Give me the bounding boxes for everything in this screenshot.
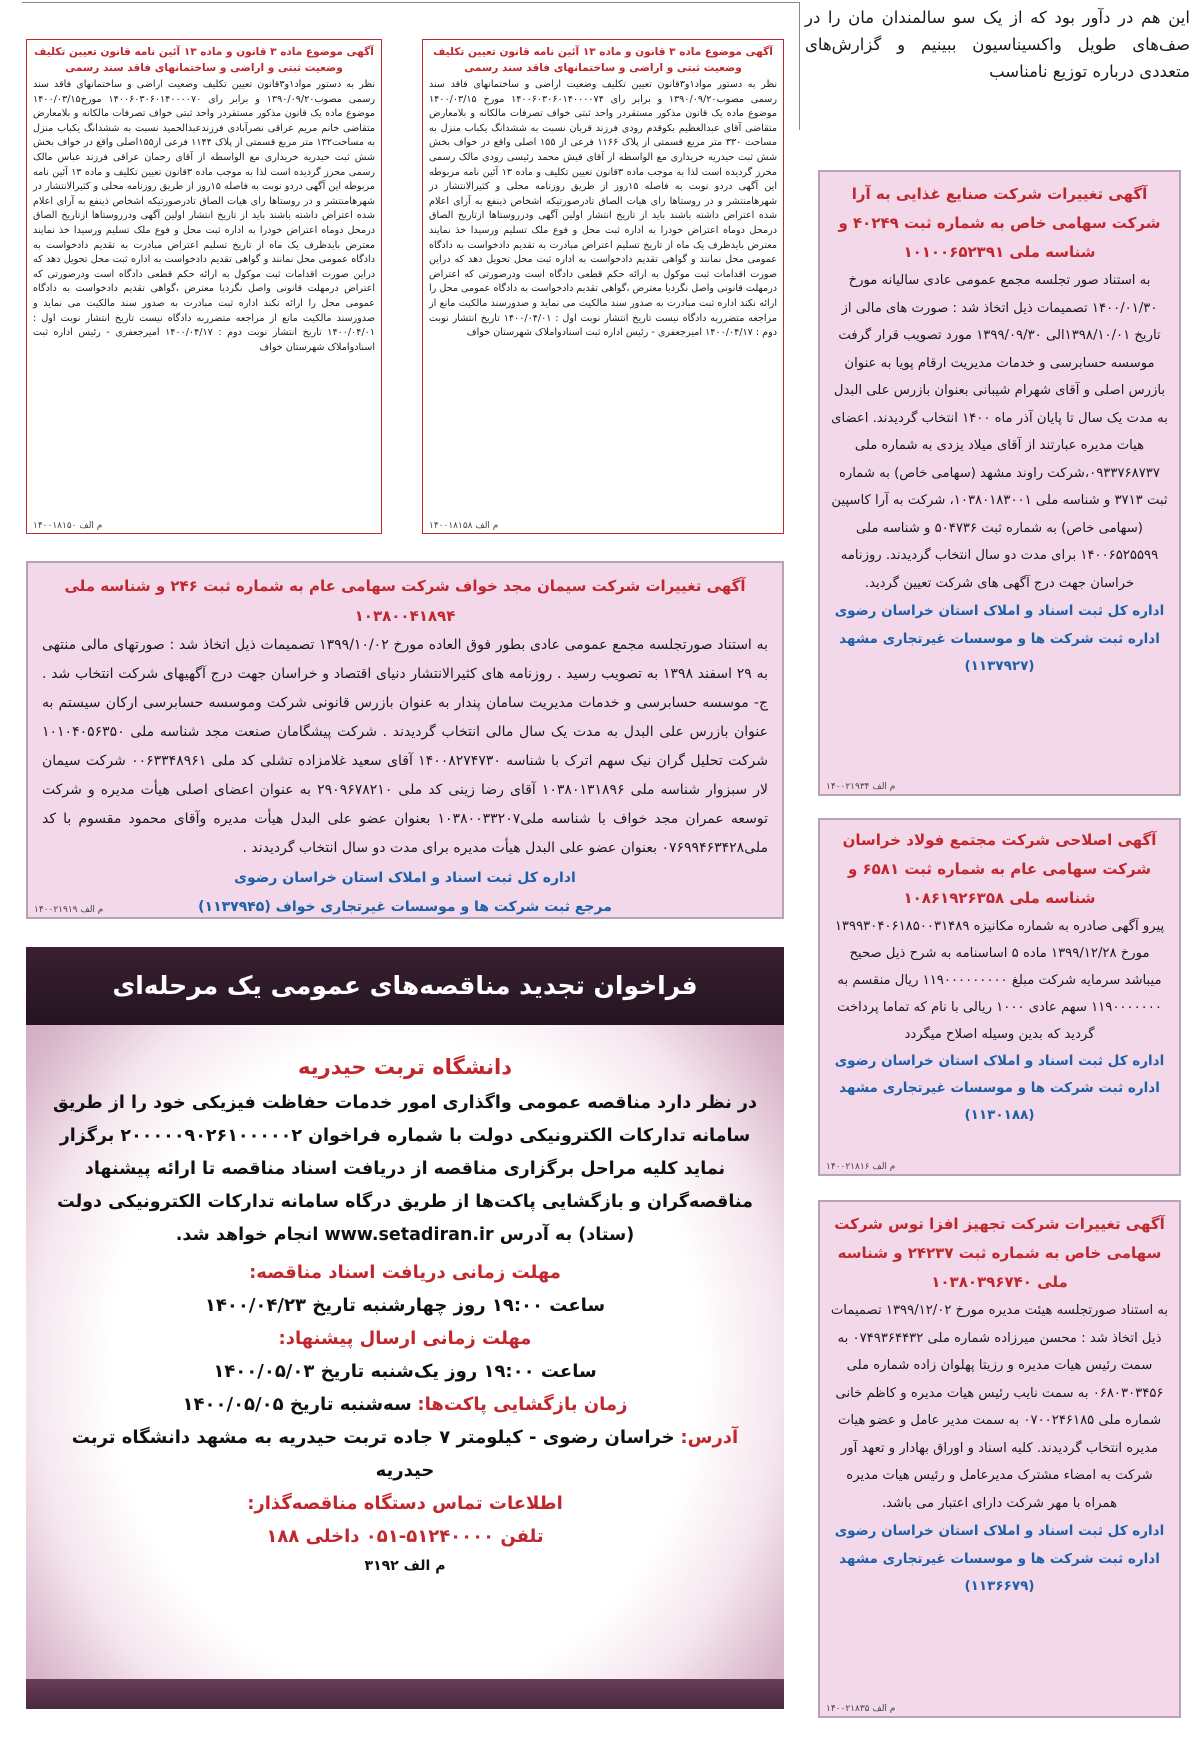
legal-notice-2 (26, 39, 382, 534)
legal-notice-1-title: آگهی موضوع ماده ۳ قانون و ماده ۱۳ آئین نامه قانون تعیین تکلیف وضعیت ثبتی و اراضی و ساختمانهای فاقد سند رسمی (433, 46, 773, 74)
company-notice-foulad-footer-1: اداره کل ثبت اسناد و املاک استان خراسان رضوی (834, 1053, 1165, 1069)
tender-heading: فراخوان تجدید مناقصه‌های عمومی یک مرحله‌ای (26, 947, 784, 1025)
company-notice-simane-majd-title: آگهی تغییرات شرکت سیمان مجد خواف شرکت سهامی عام به شماره ثبت ۲۴۶ و شناسه ملی ۱۰۳۸۰۰۴۱۸۹۴ (64, 577, 746, 625)
company-notice-tajhiz-footer-1: اداره کل ثبت اسناد و املاک استان خراسان رضوی (834, 1523, 1165, 1539)
company-notice-behara-footer-3: (۱۱۳۷۹۲۷) (964, 658, 1035, 674)
tender-footer-band (26, 1679, 784, 1709)
tender-address-value: خراسان رضوی - کیلومتر ۷ جاده تربت حیدریه به مشهد دانشگاه تربت حیدریه (71, 1427, 675, 1481)
company-notice-behara-title: آگهی تغییرات شرکت صنایع غذایی به آرا شرکت سهامی خاص به شماره ثبت ۴۰۲۴۹ و شناسه ملی ۱۰۱۰۰۶۵۲۳۹۱ (838, 185, 1161, 261)
legal-notice-1-code: م الف ۱۴۰۰۱۸۱۵۸ (429, 521, 499, 531)
company-notice-behara-body: به استناد صور تجلسه مجمع عمومی عادی سالیانه مورخ ۱۴۰۰/۰۱/۳۰ تصمیمات ذیل اتخاذ شد : صورت های مالی از تاریخ ۱۳۹۸/۱۰/۰۱الی ۱۳۹۹/۰۹/۳۰ مورد تصویب قرار گرفت موسسه حسابرسی و خدمات مدیریت ارقام پویا به عنوان بازرس اصلی و آقای شهرام شیبانی بعنوان بازرس علی البدل به مدت یک سال تا پایان آذر ماه ۱۴۰۰ انتخاب گردیدند. اعضای هیات مدیره عبارتند از آقای میلاد یزدی به شماره ملی ۰۹۳۳۷۶۸۷۳۷،شرکت راوند مشهد (سهامی خاص) به شماره ثبت ۳۷۱۳ و شناسه ملی ۱۰۳۸۰۱۸۳۰۰۱، شرکت به آرا کاسپین (سهامی خاص) به شماره ثبت ۵۰۴۷۳۶ و شناسه ملی ۱۴۰۰۶۵۲۵۵۹۹ برای مدت دو سال انتخاب گردیدند. روزنامه خراسان جهت درج آگهی های شرکت تعیین گردید. (831, 273, 1168, 591)
company-notice-tajhiz (818, 1200, 1181, 1718)
company-notice-tajhiz-code: م الف ۱۴۰۰۲۱۸۳۵ (826, 1704, 896, 1714)
tender-code: م الف ۳۱۹۲ (364, 1558, 446, 1574)
company-notice-foulad-title: آگهی اصلاحی شرکت مجتمع فولاد خراسان شرکت سهامی عام به شماره ثبت ۶۵۸۱ و شناسه ملی ۱۰۸۶۱۹۲۶۳۵۸ (842, 831, 1157, 907)
tender-organization: دانشگاه تربت حیدریه (298, 1055, 512, 1079)
company-notice-tajhiz-footer-2: اداره ثبت شرکت ها و موسسات غیرتجاری مشهد (839, 1551, 1160, 1567)
tender-address (48, 1421, 762, 1487)
company-notice-foulad (818, 818, 1181, 1176)
tender-opening-value: سه‌شنبه تاریخ ۱۴۰۰/۰۵/۰۵ (182, 1394, 412, 1415)
company-notice-behara-code: م الف ۱۴۰۰۲۱۹۳۴ (826, 782, 896, 792)
company-notice-simane-majd-code: م الف ۱۴۰۰۲۱۹۱۹ (34, 905, 104, 915)
column-divider (799, 2, 800, 130)
company-notice-simane-majd-footer-1: اداره کل ثبت اسناد و املاک استان خراسان رضوی (234, 870, 576, 886)
legal-notice-1 (422, 39, 784, 534)
company-notice-tajhiz-footer-3: (۱۱۳۶۶۷۹) (964, 1578, 1035, 1594)
company-notice-foulad-body: پیرو آگهی صادره به شماره مکانیزه ۱۳۹۹۳۰۴۰۶۱۸۵۰۰۳۱۴۸۹ مورخ ۱۳۹۹/۱۲/۲۸ ماده ۵ اساسنامه به شرح ذیل صحیح میباشد سرمایه شرکت مبلغ ۱۱۹۰۰۰۰۰۰۰۰۰ ریال منقسم به ۱۱۹۰۰۰۰۰۰۰ سهم عادی ۱۰۰۰ ریالی با نام که تماما پرداخت گردید که بدین وسیله اصلاح میگردد (834, 919, 1165, 1042)
top-right-article-text: این هم در دآور بود که از یک سو سالمندان مان را در صف‌های طویل واکسیناسیون ببینیم و گزارش‌های متعددی درباره توزیع نامناسب (805, 8, 1190, 81)
tender-advertisement (26, 947, 784, 1709)
tender-deadline-docs-value: ساعت ۱۹:۰۰ روز چهارشنبه تاریخ ۱۴۰۰/۰۴/۲۳ (204, 1295, 606, 1316)
tender-opening (48, 1388, 762, 1421)
company-notice-foulad-code: م الف ۱۴۰۰۲۱۸۱۶ (826, 1162, 896, 1172)
company-notice-foulad-footer-3: (۱۱۳۰۱۸۸) (964, 1107, 1035, 1123)
legal-notice-1-body: نظر به دستور مواد۱و۳قانون تعیین تکلیف وضعیت اراضی و ساختمانهای فاقد سند رسمی مصوب۱۳۹۰/۰۹/۲۰ و برابر رای ۱۴۰۰۶۰۳۰۶۰۱۴۰۰۰۰۷۴ مورخ ۱۴۰۰/۰۳/۱۵ موضوع ماده یک قانون مذکور مستقردر واحد ثبتی خواف تصرفات مالکانه و بلامعارض متقاضی آقای عبدالعظیم بکوقدم رودی فرزند قربان نسبت به ششدانگ یکباب منزل به مساحت ۳۳۰ متر مربع قسمتی از پلاک ۱۱۶۶ فرعی از ۱۵۵ اصلی واقع در خواف بخش شش ثبت حیدریه خریداری مع الواسطه از آقای قیش محمد رئیسی رودی مالک رسمی محرز گردیده است لذا به موجب ماده ۳قانون تعیین تکلیف و ماده ۱۳ آئین نامه مربوطه این آگهی دردو نوبت به فاصله ۱۵روز از طریق روزنامه محلی و کثیرالانتشار در شهرهامنتشر و در روستاها رای هیات الصاق تادرصورتیکه اشخاص ذینفع به آرای اعلام شده اعتراض داشته باشند باید از تاریخ انتشار اولین آگهی ودرروستاها ازتاریخ الصاق درمحل دوماه اعتراض خودرا به اداره ثبت محل و فوع ملک تسلیم ورسیدا خذ نمایند معترض بایدظرف یک ماه از تاریخ تسلیم اعتراض مبادرت به تقدیم دادخواست به دادگاه عمومی محل نمانند و گواهی تقدیم دادخواست به اداره ثبت محل تحویل دهد که دراین صورت اقدامات ثبت موکول به ارائه حکم قطعی دادگاه است ودرصورتی که اعتراض درمهلت قانونی واصل نگردیا معترض ،گواهی تقدیم دادخواست به دادگاه عمومی محل را ارائه نکند اداره ثبت مبادرت به صدور سند مالکیت می نماید و صدورسند مالکیت مانع از مراجعه متضرربه دادگاه نیست تاریخ انتشار نوبت اول : ۱۴۰۰/۰۴/۰۱ تاریخ انتشار نوبت دوم : ۱۴۰۰/۰۴/۱۷ امیرجعفری - رئیس اداره ثبت اسنادواملاک شهرستان خواف (429, 79, 777, 339)
tender-intro: در نظر دارد مناقصه عمومی واگذاری امور خدمات حفاظت فیزیکی خود را از طریق سامانه تدارکات الکترونیکی دولت با شماره فراخوان ۲۰۰۰۰۰۹۰۲۶۱۰۰۰۰۰۲ برگزار نماید کلیه مراحل برگزاری مناقصه از دریافت اسناد مناقصه تا ارائه پیشنهاد مناقصه‌گران و بازگشایی پاکت‌ها از طریق درگاه سامانه تدارکات الکترونیکی دولت (ستاد) به آدرس www.setadiran.ir انجام خواهد شد. (53, 1093, 757, 1245)
tender-phone: تلفن ۵۱۲۴۰۰۰۰-۰۵۱ داخلی ۱۸۸ (266, 1526, 544, 1547)
legal-notice-2-title: آگهی موضوع ماده ۳ قانون و ماده ۱۳ آئین نامه قانون تعیین تکلیف وضعیت ثبتی و اراضی و ساختمانهای فاقد سند رسمی (34, 46, 374, 74)
top-frame-line (22, 2, 799, 3)
tender-deadline-docs-label: مهلت زمانی دریافت اسناد مناقصه: (249, 1262, 561, 1283)
company-notice-simane-majd-footer-2: مرجع ثبت شرکت ها و موسسات غیرتجاری خواف (۱۱۳۷۹۴۵) (198, 899, 612, 915)
legal-notice-2-code: م الف ۱۴۰۰۱۸۱۵۰ (33, 521, 103, 531)
company-notice-behara-footer-2: اداره ثبت شرکت ها و موسسات غیرتجاری مشهد (839, 631, 1160, 647)
tender-deadline-bids-label: مهلت زمانی ارسال پیشنهاد: (278, 1328, 532, 1349)
company-notice-tajhiz-title: آگهی تغییرات شرکت تجهیز افزا توس شرکت سهامی خاص به شماره ثبت ۲۴۲۳۷ و شناسه ملی ۱۰۳۸۰۳۹۶۷۴۰ (834, 1215, 1165, 1291)
company-notice-simane-majd-body: به استناد صورتجلسه مجمع عمومی عادی بطور فوق العاده مورخ ۱۳۹۹/۱۰/۰۲ تصمیمات ذیل اتخاذ شد : صورتهای مالی منتهی به ۲۹ اسفند ۱۳۹۸ به تصویب رسید . روزنامه های کثیرالانتشار دنیای اقتصاد و خراسان جهت درج آگهیهای شرکت انتخاب شد . ج- موسسه حسابرسی و خدمات مدیریت سامان پندار به عنوان بازرس قانونی شرکت وموسسه حسابرسی ارکان سیستم به عنوان بازرس علی البدل به مدت یک سال مالی انتخاب گردیدند . شرکت پیشگامان صنعت مجد شناسه ملی ۱۰۱۰۴۰۵۶۳۵۰ شرکت تحلیل گران نیک سهم اترک با شناسه ۱۴۰۰۸۲۷۴۷۳۰ آقای سعید غلامزاده تشلی کد ملی ۰۰۶۳۳۴۸۹۶۱ شرکت سیمان لار سبزوار شناسه ملی ۱۰۳۸۰۱۳۱۸۹۶ آقای رضا زینی کد ملی ۲۹۰۹۶۷۸۲۱۰ به عنوان اعضای اصلی هیأت مدیره و شرکت توسعه عمران مجد خواف با شناسه ملی۱۰۳۸۰۰۳۳۲۰۷ بعنوان عضو علی البدل هیأت مدیره وآقای محمود مقسوم با کد ملی۰۷۶۹۹۴۶۳۴۲۸ بعنوان عضو علی البدل هیأت مدیره برای مدت دو سال انتخاب گردیدند . (42, 637, 768, 856)
tender-address-label: آدرس: (680, 1427, 739, 1448)
company-notice-behara-footer-1: اداره کل ثبت اسناد و املاک استان خراسان رضوی (834, 603, 1165, 619)
tender-contact-label: اطلاعات تماس دستگاه مناقصه‌گذار: (247, 1493, 563, 1514)
tender-deadline-bids-value: ساعت ۱۹:۰۰ روز یک‌شنبه تاریخ ۱۴۰۰/۰۵/۰۳ (213, 1361, 597, 1382)
company-notice-behara (818, 170, 1181, 796)
tender-content (48, 1047, 762, 1579)
company-notice-foulad-footer-2: اداره ثبت شرکت ها و موسسات غیرتجاری مشهد (839, 1080, 1160, 1096)
company-notice-tajhiz-body: به استناد صورتجلسه هیئت مدیره مورخ ۱۳۹۹/۱۲/۰۲ تصمیمات ذیل اتخاذ شد : محسن میرزاده شماره ملی ۰۷۴۹۳۶۴۴۳۲ به سمت رئیس هیات مدیره و رزیتا پهلوان زاده شماره ملی ۰۶۸۰۳۰۳۴۵۶ به سمت نایب رئیس هیات مدیره و کاظم خانی شماره ملی ۰۷۰۰۲۴۶۱۸۵ به سمت مدیر عامل و عضو هیات مدیره انتخاب گردیدند. کلیه اسناد و اوراق بهادار و تعهد آور شرکت به امضاء مشترک مدیرعامل و رئیس هیات مدیره همراه با مهر شرکت دارای اعتبار می باشد. (830, 1303, 1169, 1511)
company-notice-simane-majd (26, 561, 784, 919)
tender-opening-label: زمان بازگشایی پاکت‌ها: (417, 1394, 628, 1415)
legal-notice-2-body: نظر به دستور مواد۱و۳قانون تعیین تکلیف وضعیت اراضی و ساختمانهای فاقد سند رسمی مصوب۱۳۹۰/۰۹/۲۰ و برابر رای ۱۴۰۰۶۰۳۰۶۰۱۴۰۰۰۰۷۰ مورخ۱۴۰۰/۰۳/۱۵ موضوع ماده یک قانون مذکور مستقردر واحد ثبتی خواف تصرفات مالکانه و بلامعارض متقاضی خانم مریم عراقی نصرآبادی فرزندعبدالحمید نسبت به ششدانگ یکباب منزل به مساحت۱۳۲ متر مربع قسمتی از پلاک ۱۱۴۴ فرعی از۱۵۵اصلی واقع در خواف بخش شش ثبت حیدریه خریداری مع الواسطه از آقای رحمان عراقی فرزند عباس مالک رسمی محرز گردیده است لذا به موجب ماده ۳قانون تعیین تکلیف و ماده ۱۳ آئین نامه مربوطه این آگهی دردو نوبت به فاصله ۱۵روز از طریق روزنامه محلی و کثیرالانتشار در شهرهامنتشر و در روستاها رای هیات الصاق تادرصورتیکه اشخاص ذینفع به آرای اعلام شده اعتراض داشته باشند باید از تاریخ انتشار اولین آگهی ودرروستاها ازتاریخ الصاق درمحل دوماه اعتراض خودرا به اداره ثبت محل و فوع ملک تسلیم ورسیدا خذ نمایند معترض بایدظرف یک ماه از تاریخ تسلیم اعتراض مبادرت به تقدیم دادخواست به دادگاه عمومی محل نمانند و گواهی تقدیم دادخواست به اداره ثبت محل تحویل دهد که دراین صورت اقدامات ثبت موکول به ارائه حکم قطعی دادگاه است ودرصورتی که اعتراض درمهلت قانونی واصل نگردیا معترض ،گواهی تقدیم دادخواست به دادگاه عمومی محل را ارائه نکند اداره ثبت مبادرت به صدور سند مالکیت می نماید و صدورسند مالکیت مانع از مراجعه متضرربه دادگاه نیست تاریخ انتشار نوبت اول : ۱۴۰۰/۰۴/۰۱ تاریخ انتشار نوبت دوم : ۱۴۰۰/۰۴/۱۷ امیرجعفری - رئیس اداره ثبت اسنادواملاک شهرستان خواف (33, 79, 376, 353)
